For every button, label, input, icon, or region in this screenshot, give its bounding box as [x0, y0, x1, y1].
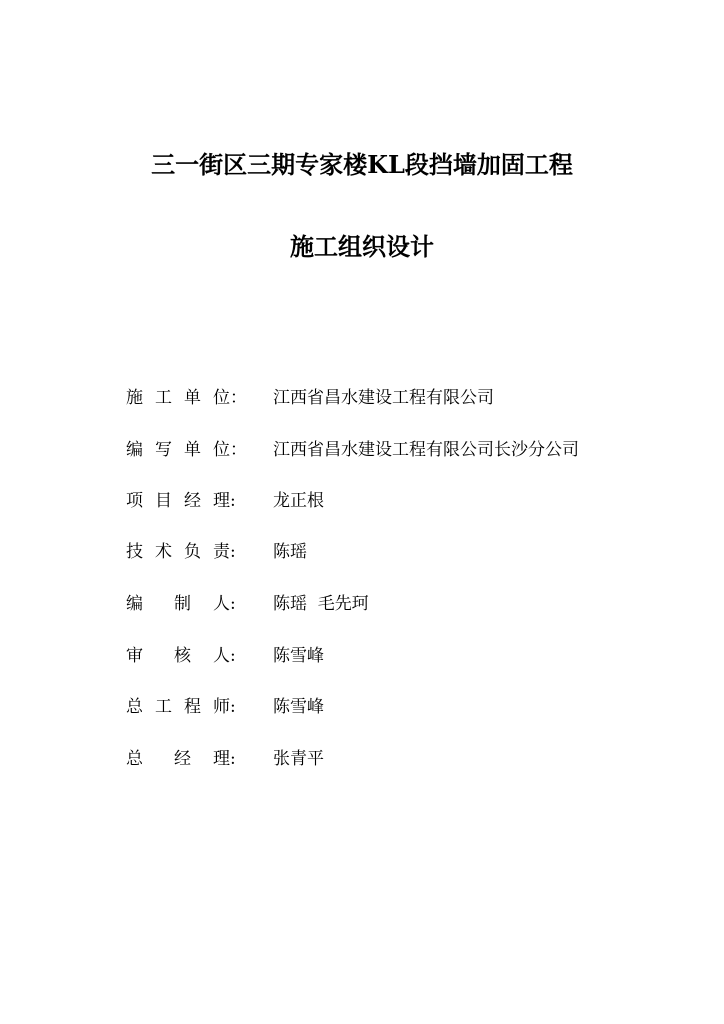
info-value: 龙正根: [273, 491, 324, 511]
label-char: 理:: [213, 749, 236, 769]
info-value: 江西省昌水建设工程有限公司长沙分公司: [273, 440, 579, 460]
label-char: 理:: [213, 491, 236, 511]
info-value: 张青平: [273, 749, 324, 769]
label-char: 工: [155, 697, 172, 717]
label-char: 负: [184, 542, 201, 562]
info-label: [126, 747, 246, 771]
document-title: 三一街区三期专家楼KL段挡墙加固工程: [151, 150, 573, 179]
label-char: 编: [126, 594, 143, 614]
info-value: 陈雪峰: [273, 697, 324, 717]
label-char: 位：: [213, 388, 247, 408]
label-char: 经: [184, 491, 201, 511]
info-label: [126, 386, 246, 410]
label-char: 责:: [213, 542, 236, 562]
label-char: 总: [126, 697, 143, 717]
label-char: 单: [184, 388, 201, 408]
label-char: 技: [126, 542, 143, 562]
info-value: 陈雪峰: [273, 646, 324, 666]
info-label: [126, 695, 246, 719]
label-char: 术: [155, 542, 172, 562]
label-char: 师:: [213, 697, 236, 717]
label-char: 人:: [213, 594, 236, 614]
label-char: 编: [126, 440, 143, 460]
label-char: 写: [155, 440, 172, 460]
info-value: 江西省昌水建设工程有限公司: [273, 388, 494, 408]
label-char: 目: [155, 491, 172, 511]
label-char: 单: [184, 440, 201, 460]
label-char: 审: [126, 646, 143, 666]
label-char: 经: [174, 749, 191, 769]
document-subtitle: 施工组织设计: [290, 232, 434, 261]
label-char: 项: [126, 491, 143, 511]
label-char: 施: [126, 388, 143, 408]
info-label: [126, 489, 246, 513]
label-char: 核: [174, 646, 191, 666]
info-value: 陈瑶: [273, 542, 307, 562]
label-char: 人:: [213, 646, 236, 666]
info-label: [126, 438, 246, 462]
label-char: 制: [174, 594, 191, 614]
info-value: 陈瑶 毛先珂: [273, 594, 369, 614]
label-char: 工: [155, 388, 172, 408]
label-char: 总: [126, 749, 143, 769]
label-char: 程: [184, 697, 201, 717]
info-label: [126, 592, 246, 616]
info-label: [126, 644, 246, 668]
info-label: [126, 540, 246, 564]
label-char: 位：: [213, 440, 247, 460]
